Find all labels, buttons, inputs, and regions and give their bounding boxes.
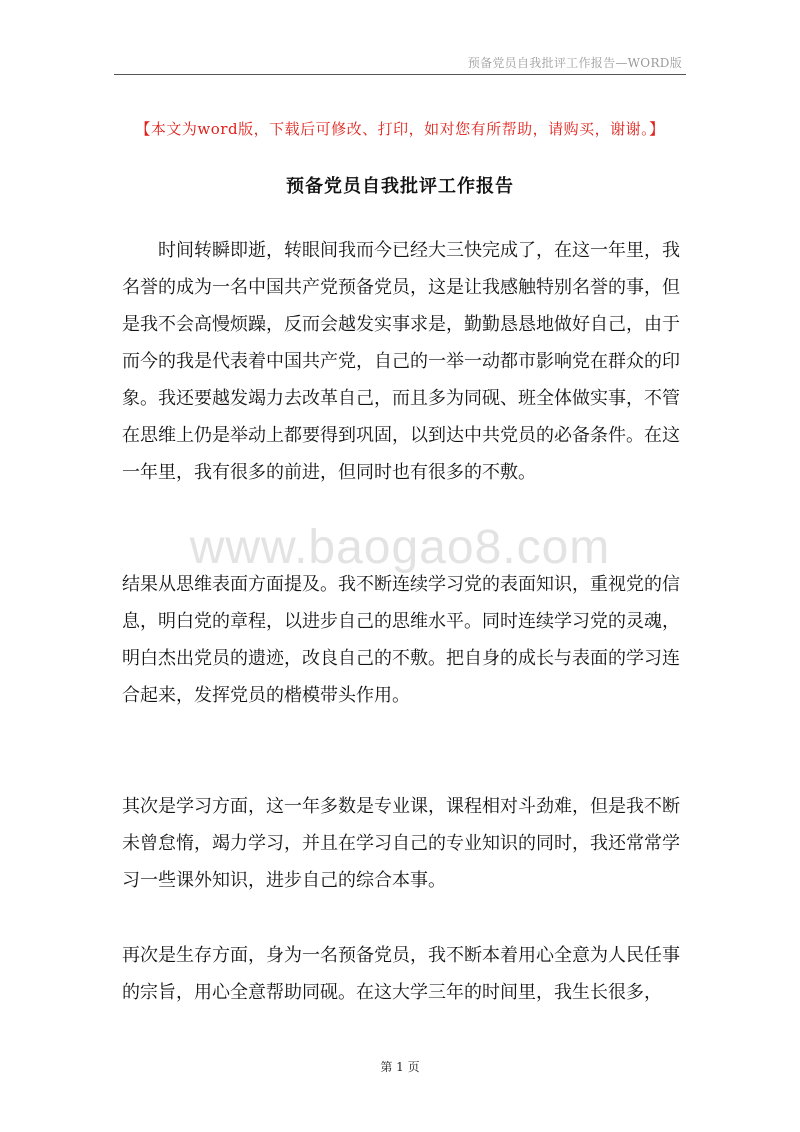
body-paragraph: 再次是生存方面，身为一名预备党员，我不断本着用心全意为人民任事的宗旨，用心全意帮助同砚。在这大学三年的时间里，我生长很多， (122, 945, 680, 1003)
body-paragraph: 结果从思维表面方面提及。我不断连续学习党的表面知识，重视党的信息，明白党的章程，以进步自己的思维水平。同时连续学习党的灵魂，明白杰出党员的遗迹，改良自己的不敷。把自身的成长与表面的学习连合起来，发挥党员的楷模带头作用。 (122, 574, 680, 706)
header-divider (114, 74, 686, 75)
page-number: 第 1 页 (380, 1060, 420, 1074)
body-paragraph: 时间转瞬即逝，转眼间我而今已经大三快完成了，在这一年里，我名誉的成为一名中国共产党预备党员，这是让我感触特别名誉的事，但是我不会高慢烦躁，反而会越发实事求是，勤勤恳恳地做好自己，由于而今的我是代表着中国共产党，自己的一举一动都市影响党在群众的印象。我还要越发竭力去改革自己，而且多为同砚、班全体做实事，不管在思维上仍是举动上都要得到巩固，以到达中共党员的必备条件。在这一年里，我有很多的前进，但同时也有很多的不敷。 (122, 240, 680, 483)
running-header: 预备党员自我批评工作报告—WORD版 (467, 56, 682, 70)
body-paragraph: 其次是学习方面，这一年多数是专业课，课程相对斗劲难，但是我不断未曾怠惰，竭力学习，并且在学习自己的专业知识的同时，我还常常学习一些课外知识，进步自己的综合本事。 (122, 796, 680, 891)
download-notice: 【本文为word版，下载后可修改、打印，如对您有所帮助，请购买，谢谢。】 (135, 120, 665, 138)
watermark-text: www.baogao8.com (189, 521, 611, 574)
document-title: 预备党员自我批评工作报告 (286, 176, 514, 197)
